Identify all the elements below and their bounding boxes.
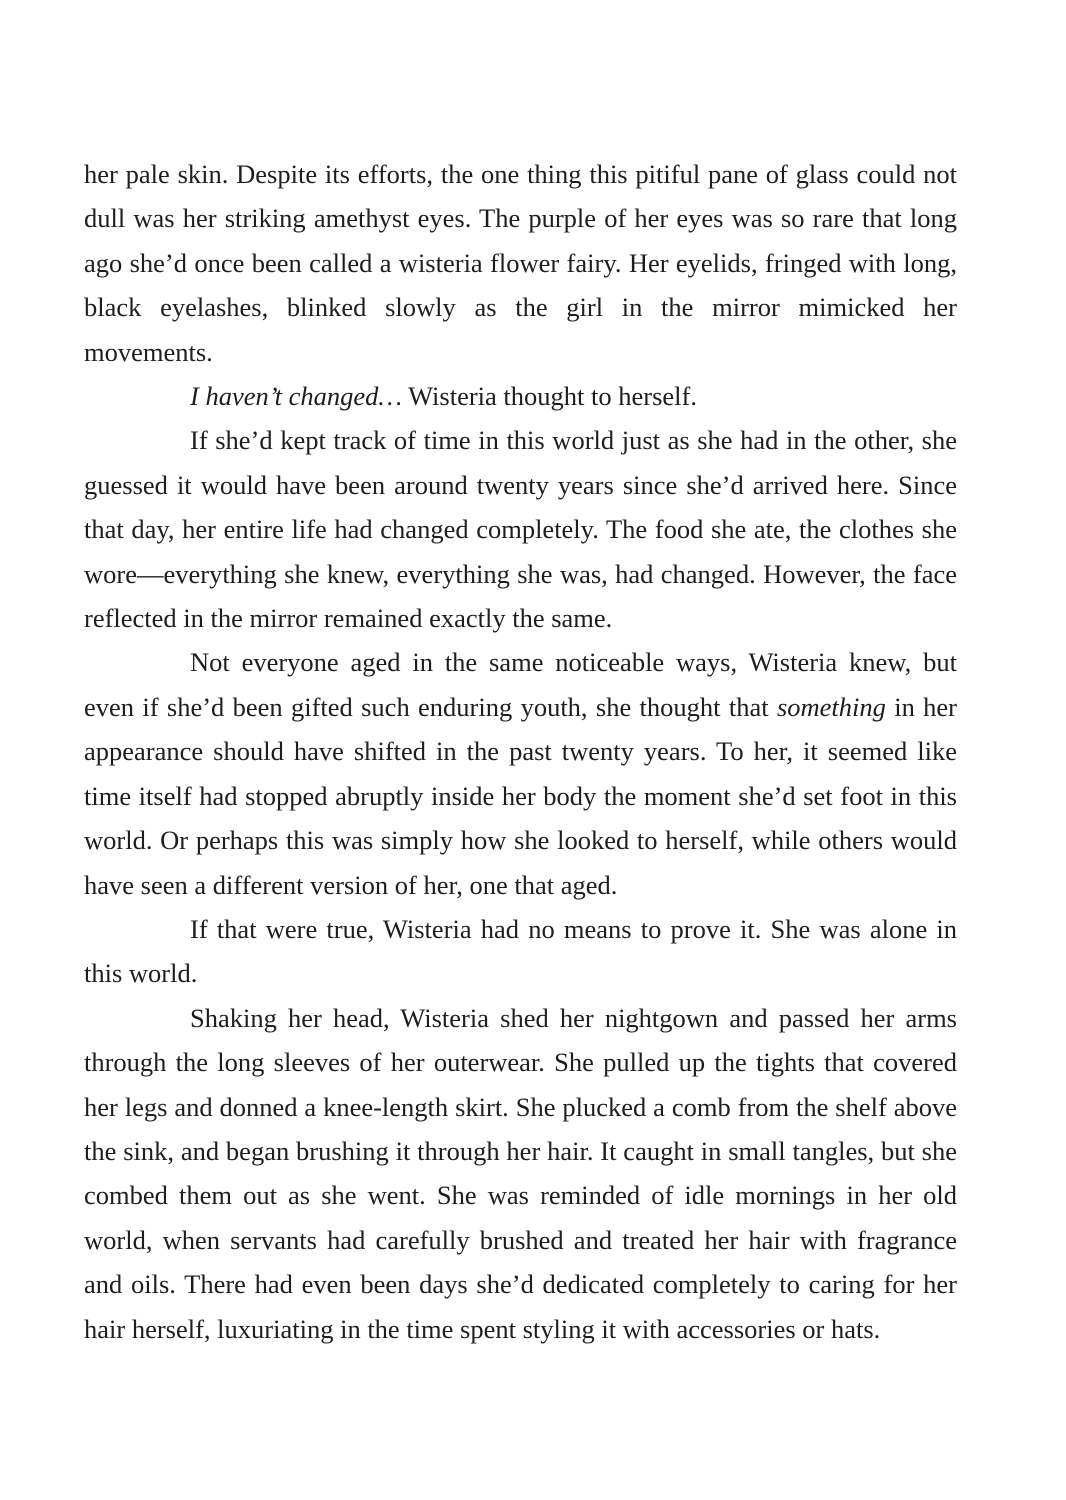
- italic-emphasis: something: [776, 691, 886, 722]
- italic-thought: I haven’t changed…: [190, 381, 402, 412]
- paragraph-6: [84, 996, 957, 1351]
- paragraph-text: in her appearance should have shifted in the past twenty years. To her, it seemed like time itself had stopped abruptly inside her body the moment she’d set foot in this world. Or perhaps this was simply how she looked to herself, while others would have seen a different version of her, one that aged.: [84, 691, 957, 900]
- paragraph-4: [84, 640, 957, 906]
- paragraph-text: Wisteria thought to herself.: [401, 381, 697, 412]
- paragraph-text: If that were true, Wisteria had no means to prove it. She was alone in this world.: [84, 913, 957, 989]
- paragraph-2: [84, 374, 957, 418]
- paragraph-3: [84, 418, 957, 640]
- paragraph-text: Not everyone aged in the same noticeable ways, Wisteria knew, but even if she’d been gifted such enduring youth, she thought that: [84, 647, 957, 722]
- paragraph-1: [84, 152, 957, 374]
- book-page: [84, 152, 957, 1351]
- paragraph-text: Shaking her head, Wisteria shed her nightgown and passed her arms through the long sleeves of her outerwear. She pulled up the tights that covered her legs and donned a knee-length skirt. She plucked a comb from the shelf above the sink, and began brushing it through her hair. It caught in small tangles, but she combed them out as she went. She was reminded of idle mornings in her old world, when servants had carefully brushed and treated her hair with fragrance and oils. There had even been days she’d dedicated completely to caring for her hair herself, luxuriating in the time spent styling it with accessories or hats.: [84, 1002, 957, 1344]
- paragraph-text: her pale skin. Despite its efforts, the one thing this pitiful pane of glass could not dull was her striking amethyst eyes. The purple of her eyes was so rare that long ago she’d once been called a wisteria flower fairy. Her eyelids, fringed with long, black eyelashes, blinked slowly as the girl in the mirror mimicked her movements.: [84, 159, 957, 367]
- paragraph-5: [84, 907, 957, 996]
- paragraph-text: If she’d kept track of time in this world just as she had in the other, she guessed it would have been around twenty years since she’d arrived here. Since that day, her entire life had changed completely. The food she ate, the clothes she wore—everything she knew, everything she was, had changed. However, the face reflected in the mirror remained exactly the same.: [84, 425, 957, 634]
